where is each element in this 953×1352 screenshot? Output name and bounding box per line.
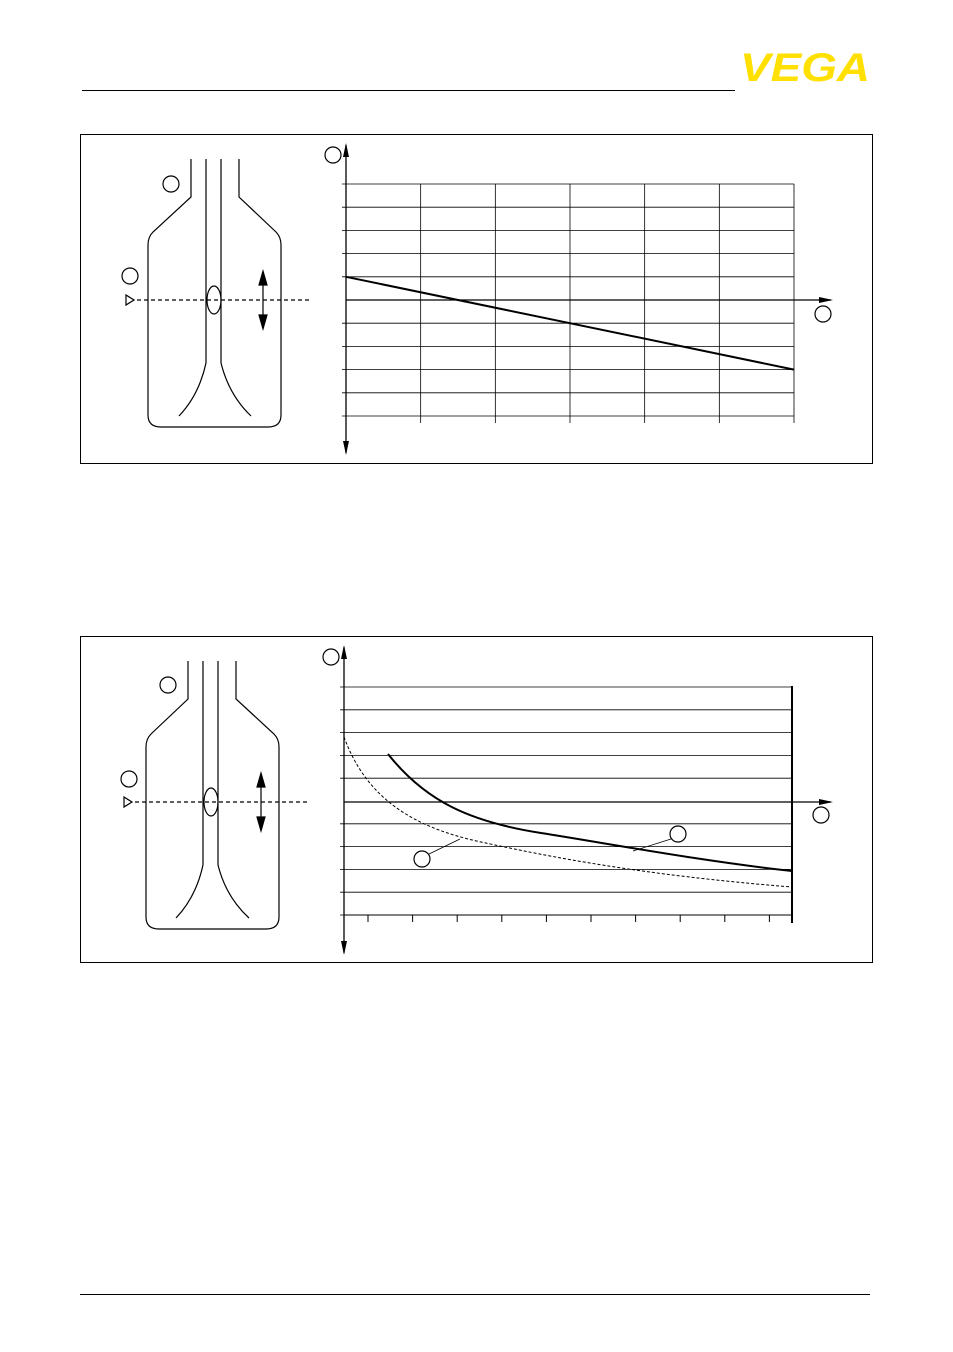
series-line-2 <box>344 737 792 887</box>
vessel-diagram-1 <box>122 159 309 427</box>
figure-1 <box>81 135 874 465</box>
chart-2 <box>323 645 833 955</box>
series-line-1 <box>388 754 792 871</box>
logo-text: VEGA <box>740 50 870 84</box>
y-axis-arrow-up <box>341 645 347 659</box>
callout-circle-4 <box>121 771 137 787</box>
y-axis-arrow-up <box>343 143 349 157</box>
header-rule <box>82 90 735 91</box>
callout-circle-y <box>323 649 339 665</box>
callout-circle-y <box>325 147 341 163</box>
figure-1-frame <box>80 134 873 464</box>
callout-circle-1 <box>163 176 179 192</box>
callout-circle-solid <box>670 826 686 842</box>
x-axis-arrow <box>819 799 833 805</box>
chart-1 <box>325 143 833 455</box>
y-axis-arrow-down <box>343 441 349 455</box>
leader-line-solid <box>633 839 671 851</box>
footer-rule <box>80 1294 870 1295</box>
vessel-diagram-2 <box>121 661 307 929</box>
callout-circle-3 <box>160 677 176 693</box>
x-axis-arrow <box>819 297 833 303</box>
vega-logo <box>740 50 872 84</box>
callout-circle-x <box>815 306 831 322</box>
callout-circle-2 <box>122 268 138 284</box>
y-axis-arrow-down <box>341 941 347 955</box>
callout-circle-dashed <box>414 851 430 867</box>
figure-2 <box>81 637 874 964</box>
callout-circle-x <box>813 807 829 823</box>
figure-2-frame <box>80 636 873 963</box>
